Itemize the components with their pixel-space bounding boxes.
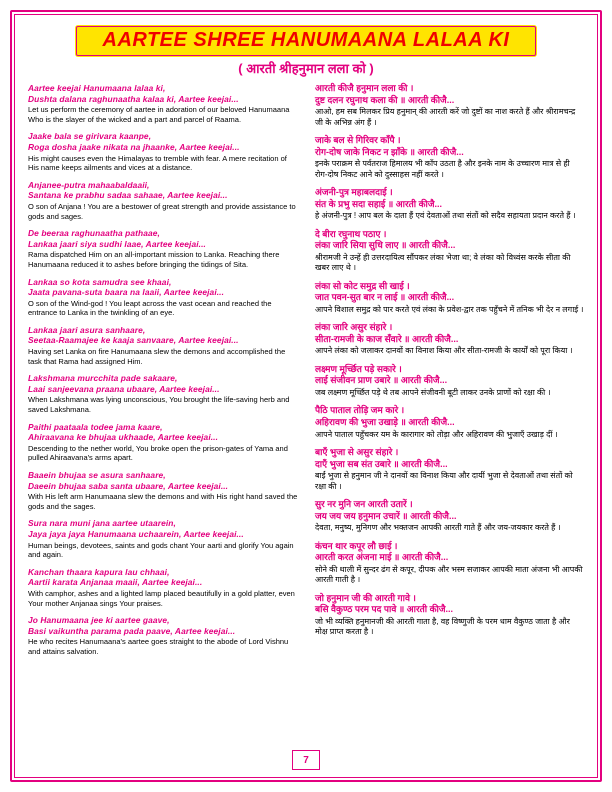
stanza-verse-hindi: दे बीरा रघुनाथ पठाए । लंका जारि सिया सुधि लाए ॥ आरती कीजै... [314,228,456,251]
stanza [315,541,584,586]
page-number: 7 [292,750,320,770]
stanza-translation: His might causes even the Himalayas to tremble with fear. A mere recitation of His name keeps ailments and vices at a distance. [28,153,287,173]
stanza-commentary-hindi: इनके पराक्रम से पर्वतराज हिमालय भी कॉंप उठता है और इनके नाम के उच्चारण मात्र से ही रोग-दोष निकट आने को दुस्साहस नहीं करते । [314,159,570,179]
stanza-translation: Human beings, devotees, saints and gods chant Your aarti and glorify You again and again. [28,540,294,560]
stanza [315,593,584,638]
stanza-verse: De beeraa raghunaatha pathaae, Lankaa jaari siya sudhi laae, Aartee keejai... [28,228,206,249]
stanza [28,325,299,366]
stanza-verse-hindi: लंका जारि असुर संहारे । सीता-रामजी के काज सँवारे ॥ आरती कीजै... [314,322,459,344]
stanza-verse-hindi: अंजनी-पुत्र महाबलदाई । संत के प्रभु सदा सहाई ॥ आरती कीजै... [314,187,443,209]
stanza-verse: Kanchan thaara kapura lau chhaai, Aartii karata Anjanaa maaii, Aartee keejai... [28,566,203,588]
stanza-verse: Lankaa so kota samudra see khaai, Jaata pavana-suta baara na laaii, Aartee keejai... [28,276,225,298]
stanza [315,187,584,222]
page-subtitle: ( आरती श्रीहनुमान लला को ) [238,61,374,76]
stanza-commentary-hindi: आपने विशाल समुद्र को पार करते एवं लंका के प्रवेश-द्वार तक पहुँचने में तनिक भी देर न लगाई । [314,304,584,314]
two-column-layout [28,83,584,664]
stanza-translation: With His left arm Hanumaana slew the demons and with His right hand saved the gods and the sages. [28,492,298,511]
stanza-translation: O son of Anjana ! You are a bestower of great strength and provide assistance to gods and sages. [28,201,296,221]
stanza-verse-hindi: बाएँ भुजा से असुर संहारे । दाएँ भुजा सब संत उबारे ॥ आरती कीजै... [314,446,448,469]
stanza-commentary-hindi: जो भी व्यक्ति हनुमानजी की आरती गाता है, वह विष्णुजी के परम धाम वैकुण्ठ जाता है और मोक्ष प्राप्त करता है । [314,616,570,637]
stanza-commentary-hindi: जब लक्ष्मण मूर्च्छित पड़े थे तब आपने संजीवनी बूटी लाकर उनके प्राणों को रक्षा की । [314,387,551,397]
stanza [315,322,584,357]
stanza-verse: Baaein bhujaa se asura sanhaare, Daeein bhujaa saba santa ubaare, Aartee keejai... [28,470,229,491]
stanza [315,405,584,440]
stanza [28,615,299,656]
stanza-translation: When Lakshmana was lying unconscious, You brought the life-saving herb and saved Lakshmana. [28,395,290,415]
stanza-commentary-hindi: श्रीरामजी ने उन्हें ही उत्तरदायित्व सौंपकर लंका भेजा था; वे लंका को विध्वंस करके सीता की खबर लाए थे । [314,252,571,273]
stanza [28,180,299,221]
column-transliteration [28,83,299,664]
stanza-verse-hindi: सुर नर मुनि जन आरती उतारें । जय जय जय हनुमान उचारें ॥ आरती कीजै... [314,498,457,521]
stanza-translation: O son of the Wind-god ! You leapt across the vast ocean and reached the entrance to Lanka in the twinkling of an eye. [28,298,272,318]
stanza-translation: He who recites Hanumaana's aartee goes straight to the abode of Lord Vishnu and attains salvation. [28,637,289,656]
stanza-verse: Aartee keejai Hanumaana lalaa ki, Dushta dalana raghunaatha kalaa ki, Aartee keejai... [28,83,239,104]
stanza [315,135,584,180]
stanza-verse: Jo Hanumaana jee ki aartee gaave, Basi vaikuntha parama pada paave, Aartee keejai... [28,615,236,636]
stanza-verse-hindi: जाके बल से गिरिवर कॉंपै । रोग-दोष जाके निकट न झॉंके ॥ आरती कीजै... [314,135,464,157]
stanza-commentary-hindi: बाईं भुजा से हनुमान जी ने दानवों का विनाश किया और दायीं भुजा से देवताओं तथा संतों को रक्षा की । [314,471,573,491]
stanza [315,499,584,534]
stanza-commentary-hindi: आपने पाताल पहुँचकर यम के कारागार को तोड़ा और अहिरावण की भुजाएँ उखाड़ दीं । [314,429,558,439]
stanza [28,518,299,559]
stanza-commentary-hindi: देवता, मनुष्य, मुनिगण और भक्तजन आपकी आरती गाते हैं और जय-जयकार करते हैं । [314,523,561,533]
stanza-verse-hindi: कंचन थार कपूर लौ छाई । आरती करत अंजना माई ॥ आरती कीजै... [314,540,449,563]
stanza-translation: Having set Lanka on fire Hanumaana slew the demons and accomplished the task that Rama had assigned Him. [28,347,286,366]
stanza-commentary-hindi: हे अंजनी-पुत्र ! आप बल के दाता हैं एवं देवताओं तथा संतों को सदैव सहायता प्रदान करते हैं । [314,211,576,221]
stanza-verse-hindi: लक्ष्मण मूर्च्छित पड़े सकारे । लाई संजीवन प्राण उबारे ॥ आरती कीजै... [314,363,448,386]
stanza-verse: Paithi paataala todee jama kaare, Ahiraavana ke bhujaa ukhaade, Aartee keejai... [28,421,219,443]
stanza-verse-hindi: जो हनुमान जी की आरती गावे । बसि वैकुण्ठ परम पद पावे ॥ आरती कीजै... [314,592,454,615]
stanza-verse-hindi: आरती कीजै हनुमान लला की । दुष्ट दलन रघुनाथ कला की ॥ आरती कीजै... [314,83,455,105]
stanza [28,277,299,318]
title-block [28,26,584,77]
stanza-verse-hindi: पैठि पाताल तोड़ि जम कारे । अहिरावण की भुजा उखाड़े ॥ आरती कीजै... [314,405,455,427]
stanza [315,229,584,274]
stanza [315,83,584,128]
stanza-translation: With camphor, ashes and a lighted lamp placed beautifully in a gold platter, even Your mother Anjanaa sings Your praises. [28,588,295,608]
page-title: AARTEE SHREE HANUMAANA LALAA KI [76,26,537,56]
stanza [315,281,584,316]
stanza [28,373,299,414]
stanza [28,131,299,172]
stanza-translation: Let us perform the ceremony of aartee in adoration of our beloved Hanumaana Who is the slayer of the wicked and a part and parcel of Raama. [28,105,290,124]
stanza [315,447,584,492]
stanza [28,567,299,608]
stanza-translation: Descending to the nether world, You broke open the prison-gates of Yama and pulled Ahiraavana's arms apart. [28,443,288,463]
stanza [28,470,299,511]
stanza-commentary-hindi: आपने लंका को जलाकर दानवों का विनाश किया और सीता-रामजी के कार्यों को पूरा किया । [314,346,573,356]
stanza-commentary-hindi: आओ, हम सब मिलकर प्रिय हनुमान् की आरती करें जो दुष्टों का नाश करते हैं और श्रीरामचन्द्र जी के अभिन्न अंग हैं । [314,107,576,127]
stanza-commentary-hindi: सोने की थाली में सुन्दर ढंग से कपूर, दीपक और भस्म सजाकर आपकी माता अंजना भी आपकी आरती गाती है । [314,564,583,585]
stanza-verse: Anjanee-putra mahaabaldaaii, Santana ke prabhu sadaa sahaae, Aartee keejai... [28,179,228,201]
stanza-verse: Sura nara muni jana aartee utaarein, Jaya jaya jaya Hanumaana uchaarein, Aartee keejai... [28,518,244,539]
stanza [315,364,584,399]
stanza-verse: Jaake bala se girivara kaanpe, Roga dosha jaake nikata na jhaanke, Aartee keejai... [28,131,240,152]
stanza-verse-hindi: लंका सो कोट समुद्र सी खाई । जात पवन-सुत बार न लाई ॥ आरती कीजै... [314,280,455,303]
stanza-verse: Lakshmana murcchita pade sakaare, Laai sanjeevana praana ubaare, Aartee keejai... [28,373,220,394]
page-content [12,12,600,664]
stanza-verse: Lankaa jaari asura sanhaare, Seetaa-Raamajee ke kaaja sanvaare, Aartee keejai... [28,324,239,346]
stanza [28,422,299,463]
stanza [28,83,299,124]
stanza-translation: Rama dispatched Him on an all-important mission to Lanka. Reaching there Hanumaana reduced it to ashes before bringing the tidings of Sita. [28,250,280,269]
stanza [28,228,299,269]
column-hindi [313,83,584,664]
